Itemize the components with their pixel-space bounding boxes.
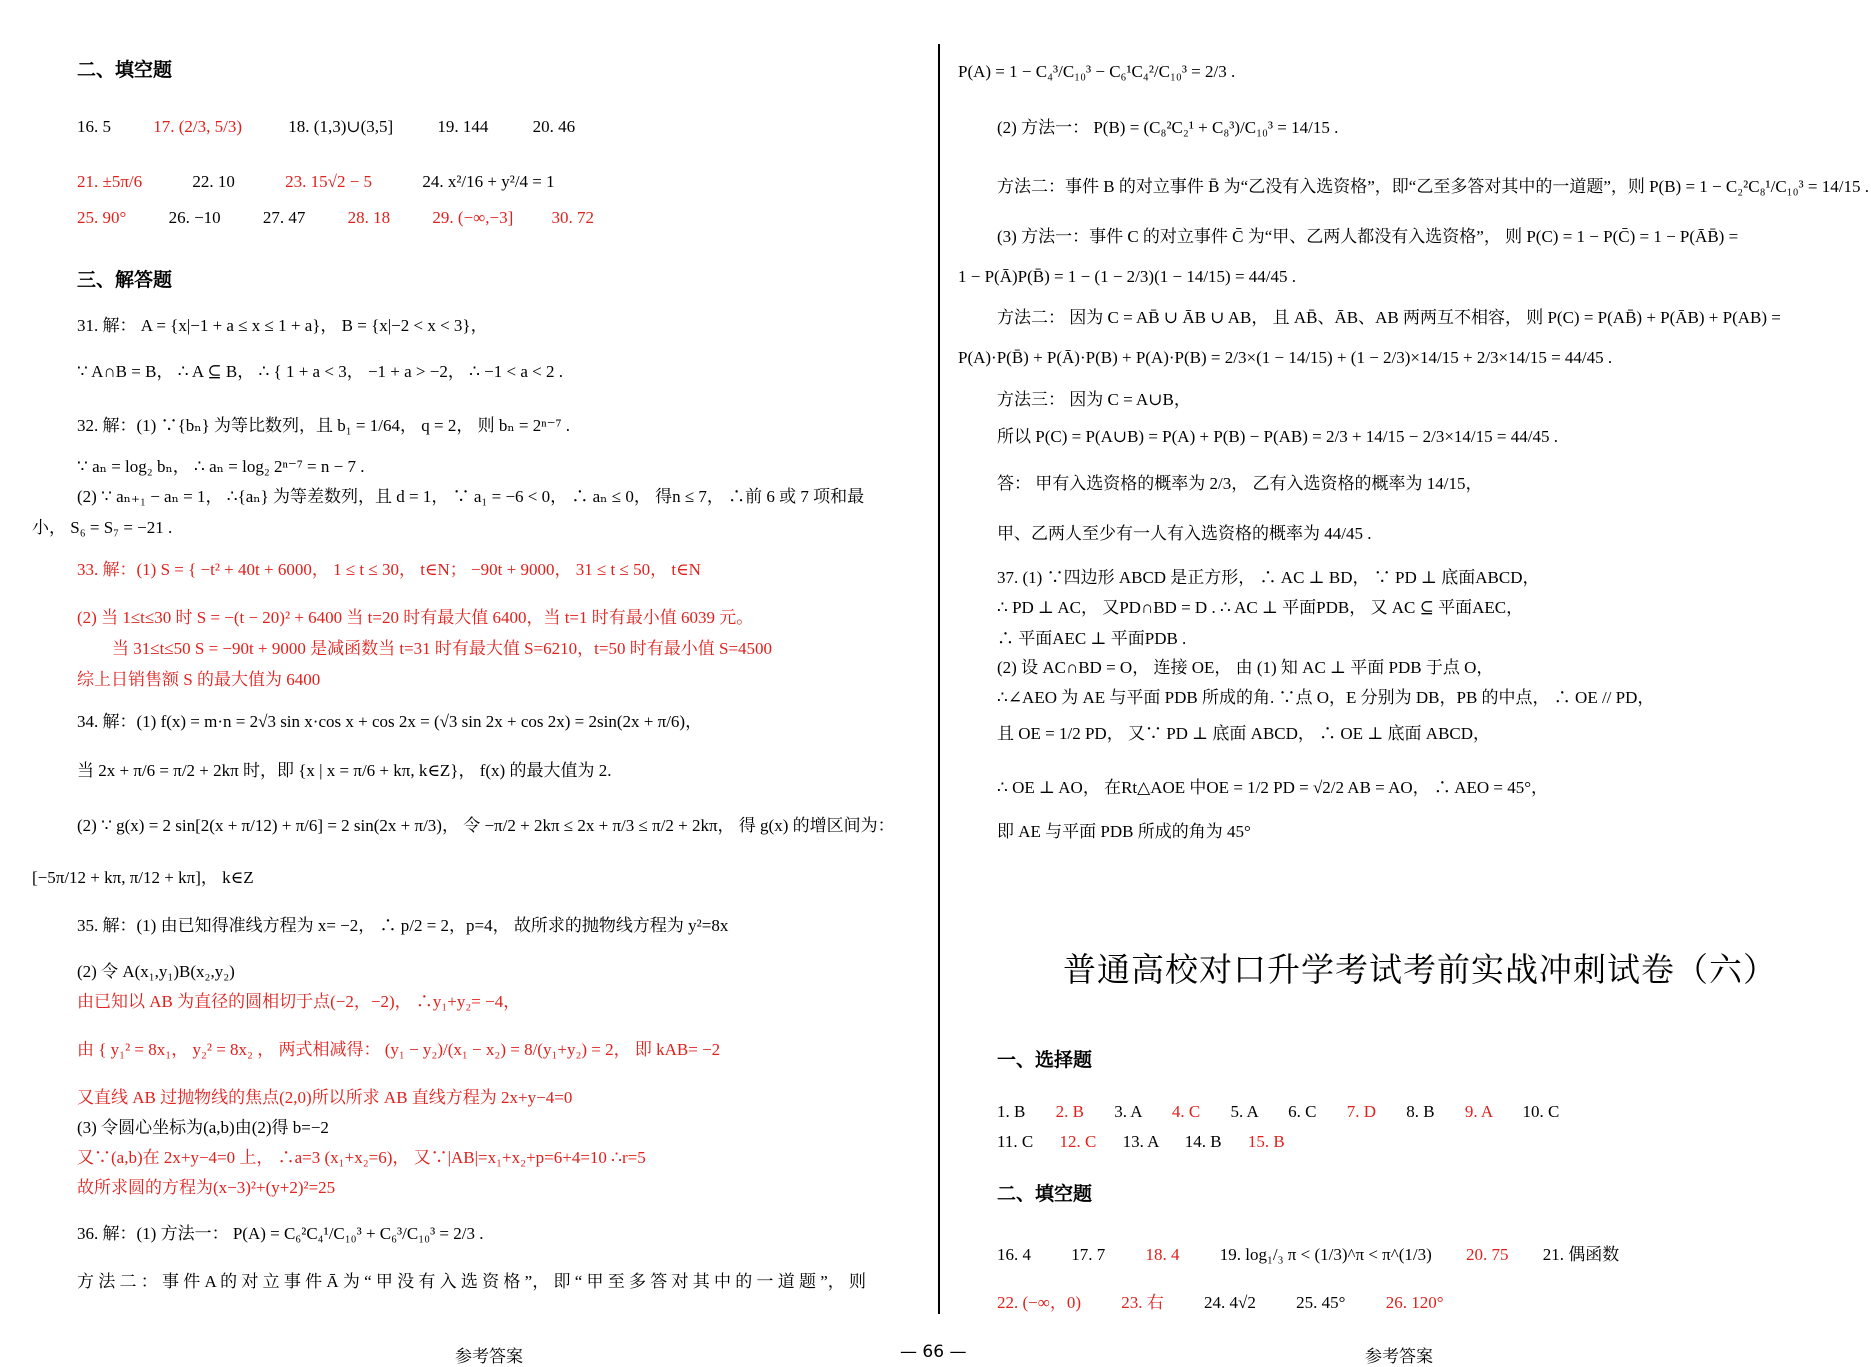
answer-22: 22. 10 [192,172,235,191]
footer-right: 参考答案 [1365,1347,1433,1367]
answer-24: 24. x²/16 + y²/4 = 1 [422,172,555,191]
choice-answers-row2 [997,1130,1285,1154]
q35-line6: (3) 令圆心坐标为(a,b)由(2)得 b=−2 [77,1118,329,1137]
q34-line1: 34. 解：(1) f(x) = m·n = 2√3 sin x·cos x + cos 2x = (√3 sin 2x + cos 2x) = 2sin(2x + π/6)， [77,712,703,731]
choice-7: 7. D [1346,1102,1376,1121]
q36-right-line5: 1 − P(Ā)P(B̄) = 1 − (1 − 2/3)(1 − 14/15) = 44/45 . [958,267,1297,286]
q35-line3: 由已知以 AB 为直径的圆相切于点(−2，−2)， ∴y₁+y₂= −4， [77,992,521,1011]
answer-28: 28. 18 [347,208,391,227]
choice-9: 9. A [1464,1102,1493,1121]
fill-blank-heading-2: 二、填空题 [997,1183,1093,1205]
choice-2: 2. B [1055,1102,1084,1121]
choice-11: 11. C [997,1132,1034,1151]
fill-answers-row3 [77,206,594,230]
q36-right-line11: 甲、乙两人至少有一人有入选资格的概率为 44/45 . [997,524,1372,543]
choice-15: 15. B [1247,1132,1285,1151]
exam-title: 普通高校对口升学考试考前实战冲刺试卷（六） [1063,950,1777,989]
q33-line1: 33. 解：(1) S = { −t² + 40t + 6000， 1 ≤ t ≤ 30， t∈N； −90t + 9000， 31 ≤ t ≤ 50， t∈N [77,560,701,579]
q37-line4: (2) 设 AC∩BD = O， 连接 OE， 由 (1) 知 AC ⊥ 平面 PDB 于点 O， [997,658,1494,677]
q37-line5: ∴∠AEO 为 AE 与平面 PDB 所成的角. ∵点 O，E 分别为 DB，PB 的中点， ∴ OE // PD， [997,688,1655,707]
q35-line7: 又∵(a,b)在 2x+y−4=0 上， ∴a=3 (x₁+x₂=6)， 又∵|AB|=x₁+x₂+p=6+4=10 ∴r=5 [77,1148,646,1167]
choice-10: 10. C [1522,1102,1560,1121]
answer-r22: 22. (−∞，0) [997,1293,1082,1312]
q36-line1: 36. 解：(1) 方法一： P(A) = C₆²C₄¹/C₁₀³ + C₆³/C₁₀³ = 2/3 . [77,1224,484,1243]
q34-line2: 当 2x + π/6 = π/2 + 2kπ 时，即 {x | x = π/6 + kπ, k∈Z}， f(x) 的最大值为 2. [77,761,612,780]
q37-line6: 且 OE = 1/2 PD， 又∵ PD ⊥ 底面 ABCD， ∴ OE ⊥ 底面 ABCD， [997,724,1491,743]
answer-26: 26. −10 [168,208,221,227]
answer-r25: 25. 45° [1296,1293,1346,1312]
answer-17: 17. (2/3, 5/3) [153,117,243,136]
q35-line5: 又直线 AB 过抛物线的焦点(2,0)所以所求 AB 直线方程为 2x+y−4=0 [77,1088,573,1107]
q36-right-line7: P(A)·P(B̄) + P(Ā)·P(B) + P(A)·P(B) = 2/3×(1 − 14/15) + (1 − 2/3)×14/15 + 2/3×14/15 = 44/45 . [958,348,1613,367]
answer-r18: 18. 4 [1145,1245,1180,1264]
q31-line1: 31. 解： A = {x|−1 + a ≤ x ≤ 1 + a}， B = {x|−2 < x < 3}， [77,316,488,335]
column-divider [938,44,940,1314]
q33-line2: (2) 当 1≤t≤30 时 S = −(t − 20)² + 6400 当 t=20 时有最大值 6400，当 t=1 时有最小值 6039 元。 [77,608,754,627]
q35-line2: (2) 令 A(x₁,y₁)B(x₂,y₂) [77,962,235,981]
q32-line4: 小， S₆ = S₇ = −21 . [32,518,173,537]
choice-12: 12. C [1059,1132,1097,1151]
q36-line2: 方 法 二 ： 事 件 A 的 对 立 事 件 Ā 为 “ 甲 没 有 入 选 资 格 ”， 即 “ 甲 至 多 答 对 其 中 的 一 道 题 ”， 则 [77,1272,867,1291]
q37-line8: 即 AE 与平面 PDB 所成的角为 45° [997,822,1251,841]
answer-25: 25. 90° [77,208,127,227]
q34-line3: (2) ∵ g(x) = 2 sin[2(x + π/12) + π/6] = 2 sin(2x + π/3)， 令 −π/2 + 2kπ ≤ 2x + π/3 ≤ π/2 + 2kπ， 得 g(x) 的增区间为： [77,816,895,835]
answer-r21: 21. 偶函数 [1542,1245,1620,1264]
answer-r24: 24. 4√2 [1204,1293,1256,1312]
q35-line8: 故所求圆的方程为(x−3)²+(y+2)²=25 [77,1178,336,1197]
q36-right-line1: P(A) = 1 − C₄³/C₁₀³ − C₆¹C₄²/C₁₀³ = 2/3 . [958,62,1236,81]
q36-right-line3: 方法二：事件 B 的对立事件 B̄ 为“乙没有入选资格”，即“乙至多答对其中的一道题”，则 P(B) = 1 − C₂²C₈¹/C₁₀³ = 14/15 . [997,177,1869,196]
q36-right-line10: 答： 甲有入选资格的概率为 2/3， 乙有入选资格的概率为 14/15， [997,474,1483,493]
choice-1: 1. B [997,1102,1026,1121]
q36-right-line4: (3) 方法一：事件 C 的对立事件 C̄ 为“甲、乙两人都没有入选资格”， 则 P(C) = 1 − P(C̄) = 1 − P(ĀB̄) = [997,227,1739,246]
fill-answers-row-r1 [997,1243,1619,1267]
q32-line3: (2) ∵ aₙ₊₁ − aₙ = 1， ∴{aₙ} 为等差数列，且 d = 1， ∵ a₁ = −6 < 0， ∴ aₙ ≤ 0， 得n ≤ 7， ∴前 6 或 7 项和最 [77,487,865,506]
q36-right-line9: 所以 P(C) = P(A∪B) = P(A) + P(B) − P(AB) = 2/3 + 14/15 − 2/3×14/15 = 44/45 . [997,427,1558,446]
q35-line1: 35. 解：(1) 由已知得准线方程为 x= −2， ∴ p/2 = 2，p=4， 故所求的抛物线方程为 y²=8x [77,916,729,935]
answer-18: 18. (1,3)∪(3,5] [288,117,394,136]
fill-answers-row1 [77,115,575,139]
page-number: — 66 — [900,1342,967,1362]
q33-line4: 综上日销售额 S 的最大值为 6400 [77,670,321,689]
answer-23: 23. 15√2 − 5 [285,172,373,191]
answer-r23: 23. 右 [1121,1293,1164,1312]
answer-section-heading: 三、解答题 [77,269,173,291]
answer-r20: 20. 75 [1466,1245,1509,1264]
footer-left: 参考答案 [455,1347,523,1367]
answer-21: 21. ±5π/6 [77,172,143,191]
q32-line2: ∵ aₙ = log₂ bₙ， ∴ aₙ = log₂ 2ⁿ⁻⁷ = n − 7 . [77,457,365,476]
choice-heading: 一、选择题 [997,1049,1093,1071]
q36-right-line8: 方法三： 因为 C = A∪B， [997,390,1191,409]
q37-line7: ∴ OE ⊥ AO， 在Rt△AOE 中OE = 1/2 PD = √2/2 AB = AO， ∴ AEO = 45°， [997,778,1549,797]
choice-13: 13. A [1122,1132,1159,1151]
q37-line3: ∴ 平面AEC ⊥ 平面PDB . [997,629,1187,648]
q31-line2: ∵ A∩B = B， ∴ A ⊆ B， ∴ { 1 + a < 3， −1 + a > −2， ∴ −1 < a < 2 . [77,362,563,381]
answer-r16: 16. 4 [997,1245,1031,1264]
choice-answers-row1 [997,1100,1559,1124]
answer-30: 30. 72 [551,208,595,227]
left-column [32,0,927,1361]
choice-5: 5. A [1230,1102,1258,1121]
fill-blank-heading: 二、填空题 [77,59,173,81]
choice-4: 4. C [1171,1102,1201,1121]
q37-line2: ∴ PD ⊥ AC， 又PD∩BD = D . ∴ AC ⊥ 平面PDB， 又 AC ⊆ 平面AEC， [997,598,1524,617]
answer-29: 29. (−∞,−3] [432,208,514,227]
answer-27: 27. 47 [262,208,306,227]
fill-answers-row-r2 [997,1291,1444,1315]
q36-right-line6: 方法二： 因为 C = AB̄ ∪ ĀB ∪ AB， 且 AB̄、ĀB、AB 两两互不相容， 则 P(C) = P(AB̄) + P(ĀB) + P(AB) = [997,308,1781,327]
choice-3: 3. A [1114,1102,1142,1121]
choice-8: 8. B [1406,1102,1435,1121]
fill-answers-row2 [77,170,555,194]
answer-r19: 19. log₁/₃ π < (1/3)^π < π^(1/3) [1219,1245,1432,1264]
q37-line1: 37. (1) ∵四边形 ABCD 是正方形， ∴ AC ⊥ BD， ∵ PD ⊥ 底面ABCD， [997,568,1540,587]
answer-16: 16. 5 [77,117,111,136]
answer-r26: 26. 120° [1385,1293,1444,1312]
choice-14: 14. B [1184,1132,1222,1151]
q34-line4: [−5π/12 + kπ, π/12 + kπ]， k∈Z [32,868,254,887]
q32-line1: 32. 解：(1) ∵{bₙ} 为等比数列，且 b₁ = 1/64， q = 2， 则 bₙ = 2ⁿ⁻⁷ . [77,416,571,435]
q36-right-line2: (2) 方法一： P(B) = (C₈²C₂¹ + C₈³)/C₁₀³ = 14/15 . [997,118,1339,137]
q33-line3: 当 31≤t≤50 S = −90t + 9000 是减函数当 t=31 时有最大值 S=6210，t=50 时有最小值 S=4500 [112,639,773,658]
answer-r17: 17. 7 [1071,1245,1106,1264]
answer-19: 19. 144 [437,117,489,136]
q35-line4: 由 { y₁² = 8x₁， y₂² = 8x₂ ， 两式相减得： (y₁ − y₂)/(x₁ − x₂) = 8/(y₁+y₂) = 2， 即 kAB= −2 [77,1040,721,1059]
answer-20: 20. 46 [532,117,576,136]
right-column [955,0,1869,1361]
choice-6: 6. C [1288,1102,1317,1121]
